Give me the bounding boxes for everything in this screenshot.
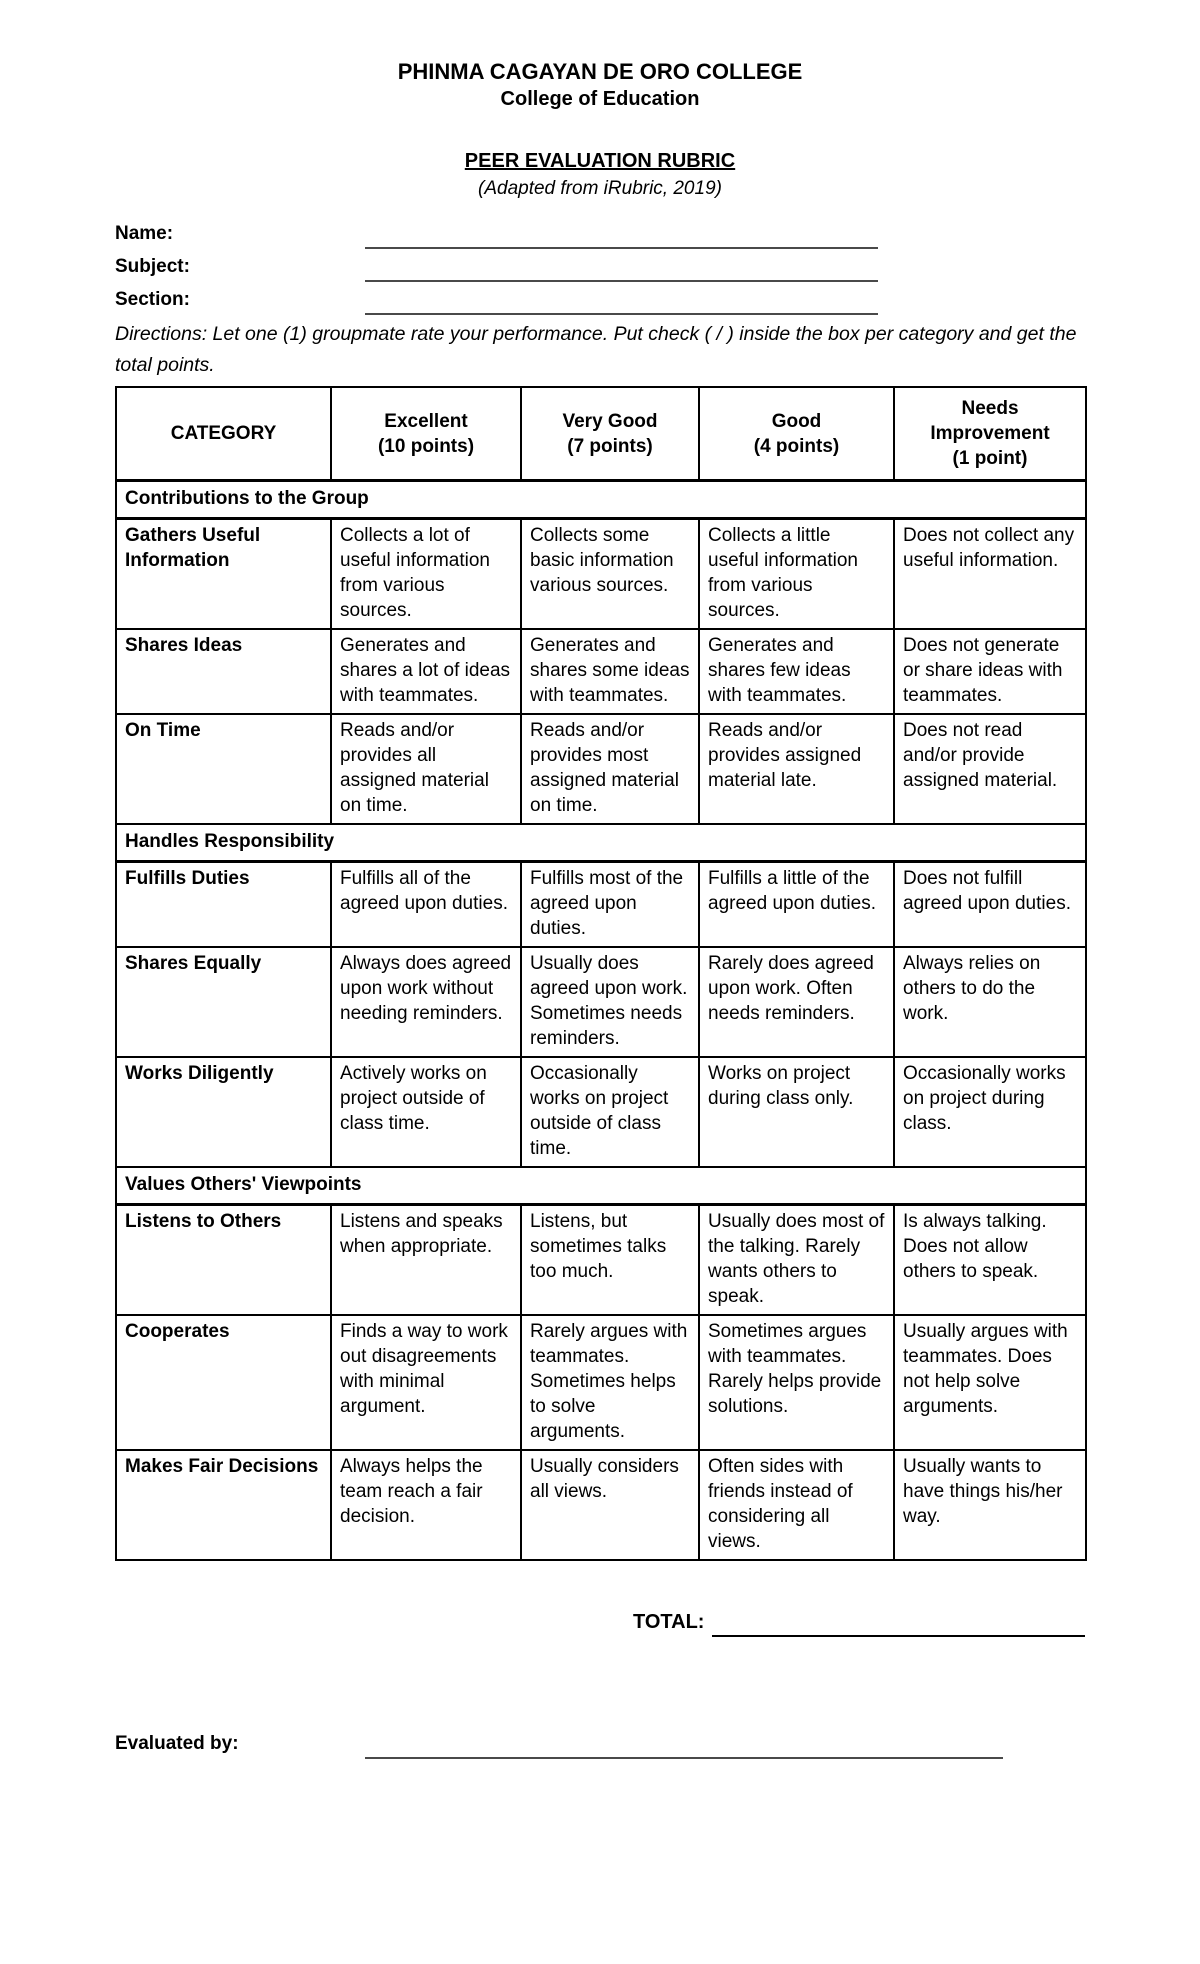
section-title: Contributions to the Group [116, 481, 1086, 519]
subject-field-label: Subject: [115, 256, 190, 277]
category-cell: Fulfills Duties [116, 862, 331, 948]
document-subtitle: (Adapted from iRubric, 2019) [478, 178, 722, 199]
criteria-cell: Occasionally works on project outside of class time. [521, 1057, 699, 1167]
rubric-row [116, 629, 1086, 714]
form-fields [115, 216, 1085, 315]
column-header-level-3 [699, 387, 894, 481]
criteria-cell: Does not fulfill agreed upon duties. [894, 862, 1086, 948]
rubric-row [116, 1315, 1086, 1450]
section-field-row [115, 282, 1085, 315]
column-header-line: Improvement [930, 423, 1050, 444]
criteria-cell: Rarely does agreed upon work. Often needs reminders. [699, 947, 894, 1057]
criteria-cell: Works on project during class only. [699, 1057, 894, 1167]
name-field-row [115, 216, 1085, 249]
rubric-table-body [116, 481, 1086, 1561]
category-cell: Gathers Useful Information [116, 519, 331, 630]
rubric-row [116, 1205, 1086, 1316]
column-header-line: (4 points) [753, 435, 840, 457]
criteria-cell: Collects a little useful information from various sources. [699, 519, 894, 630]
category-cell: Works Diligently [116, 1057, 331, 1167]
section-header-row [116, 824, 1086, 862]
column-header-line: Needs [961, 398, 1019, 419]
criteria-cell: Listens and speaks when appropriate. [331, 1205, 521, 1316]
criteria-cell: Reads and/or provides most assigned material on time. [521, 714, 699, 824]
column-header-line: Excellent [384, 410, 468, 432]
institution-name: PHINMA CAGAYAN DE ORO COLLEGE [397, 59, 803, 84]
column-header-line: CATEGORY [170, 423, 277, 444]
category-cell: On Time [116, 714, 331, 824]
evaluated-by-label: Evaluated by: [115, 1733, 239, 1754]
evaluated-by-row [115, 1729, 1085, 1759]
column-header-category [116, 387, 331, 481]
criteria-cell: Listens, but sometimes talks too much. [521, 1205, 699, 1316]
column-header-line: (7 points) [567, 435, 653, 457]
criteria-cell: Does not read and/or provide assigned material. [894, 714, 1086, 824]
total-write-in-line [712, 1607, 1085, 1637]
column-header-line: (10 points) [377, 435, 475, 457]
category-cell: Listens to Others [116, 1205, 331, 1316]
subject-write-in-line [365, 252, 878, 282]
total-row [115, 1607, 1085, 1637]
document-header [115, 58, 1085, 204]
rubric-row [116, 519, 1086, 630]
rubric-row [116, 1057, 1086, 1167]
column-header-line: Good [771, 410, 822, 432]
name-write-in-line [365, 219, 878, 249]
criteria-cell: Actively works on project outside of class time. [331, 1057, 521, 1167]
rubric-row [116, 1450, 1086, 1560]
category-cell: Makes Fair Decisions [116, 1450, 331, 1560]
rubric-row [116, 947, 1086, 1057]
criteria-cell: Always relies on others to do the work. [894, 947, 1086, 1057]
category-cell: Cooperates [116, 1315, 331, 1450]
criteria-cell: Usually argues with teammates. Does not help solve arguments. [894, 1315, 1086, 1450]
criteria-cell: Generates and shares a lot of ideas with teammates. [331, 629, 521, 714]
criteria-cell: Reads and/or provides assigned material late. [699, 714, 894, 824]
column-header-level-2 [521, 387, 699, 481]
criteria-cell: Does not generate or share ideas with teammates. [894, 629, 1086, 714]
column-header-line: (1 point) [952, 448, 1028, 469]
column-header-level-4 [894, 387, 1086, 481]
criteria-cell: Collects some basic information various sources. [521, 519, 699, 630]
criteria-cell: Usually does most of the talking. Rarely wants others to speak. [699, 1205, 894, 1316]
category-cell: Shares Equally [116, 947, 331, 1057]
criteria-cell: Sometimes argues with teammates. Rarely helps provide solutions. [699, 1315, 894, 1450]
criteria-cell: Often sides with friends instead of considering all views. [699, 1450, 894, 1560]
section-write-in-line [365, 285, 878, 315]
criteria-cell: Fulfills a little of the agreed upon duties. [699, 862, 894, 948]
criteria-cell: Does not collect any useful information. [894, 519, 1086, 630]
name-field-label: Name: [115, 223, 174, 244]
title-block [115, 148, 1085, 204]
rubric-row [116, 714, 1086, 824]
criteria-cell: Fulfills all of the agreed upon duties. [331, 862, 521, 948]
criteria-cell: Is always talking. Does not allow others to speak. [894, 1205, 1086, 1316]
rubric-table [115, 386, 1087, 1561]
column-header-line: Very Good [562, 410, 658, 432]
column-header-row [116, 387, 1086, 481]
criteria-cell: Occasionally works on project during class. [894, 1057, 1086, 1167]
rubric-row [116, 862, 1086, 948]
section-header-row [116, 1167, 1086, 1205]
column-header-level-1 [331, 387, 521, 481]
criteria-cell: Usually considers all views. [521, 1450, 699, 1560]
criteria-cell: Finds a way to work out disagreements with minimal argument. [331, 1315, 521, 1450]
category-cell: Shares Ideas [116, 629, 331, 714]
total-label: TOTAL: [633, 1611, 705, 1633]
criteria-cell: Usually does agreed upon work. Sometimes needs reminders. [521, 947, 699, 1057]
section-header-row [116, 481, 1086, 519]
criteria-cell: Always helps the team reach a fair decision. [331, 1450, 521, 1560]
criteria-cell: Usually wants to have things his/her way. [894, 1450, 1086, 1560]
section-field-label: Section: [115, 289, 190, 310]
criteria-cell: Always does agreed upon work without needing reminders. [331, 947, 521, 1057]
department-name: College of Education [500, 88, 700, 110]
directions-text: Directions: Let one (1) groupmate rate your performance. Put check ( / ) inside the box per category and get the total points. [115, 323, 1077, 376]
criteria-cell: Collects a lot of useful information from various sources. [331, 519, 521, 630]
criteria-cell: Generates and shares few ideas with teammates. [699, 629, 894, 714]
section-title: Values Others' Viewpoints [116, 1167, 1086, 1205]
criteria-cell: Rarely argues with teammates. Sometimes helps to solve arguments. [521, 1315, 699, 1450]
subject-field-row [115, 249, 1085, 282]
section-title: Handles Responsibility [116, 824, 1086, 862]
rubric-table-head [116, 387, 1086, 481]
criteria-cell: Reads and/or provides all assigned material on time. [331, 714, 521, 824]
criteria-cell: Generates and shares some ideas with teammates. [521, 629, 699, 714]
criteria-cell: Fulfills most of the agreed upon duties. [521, 862, 699, 948]
document-title: PEER EVALUATION RUBRIC [464, 150, 736, 172]
evaluated-by-write-in-line [365, 1729, 1003, 1759]
